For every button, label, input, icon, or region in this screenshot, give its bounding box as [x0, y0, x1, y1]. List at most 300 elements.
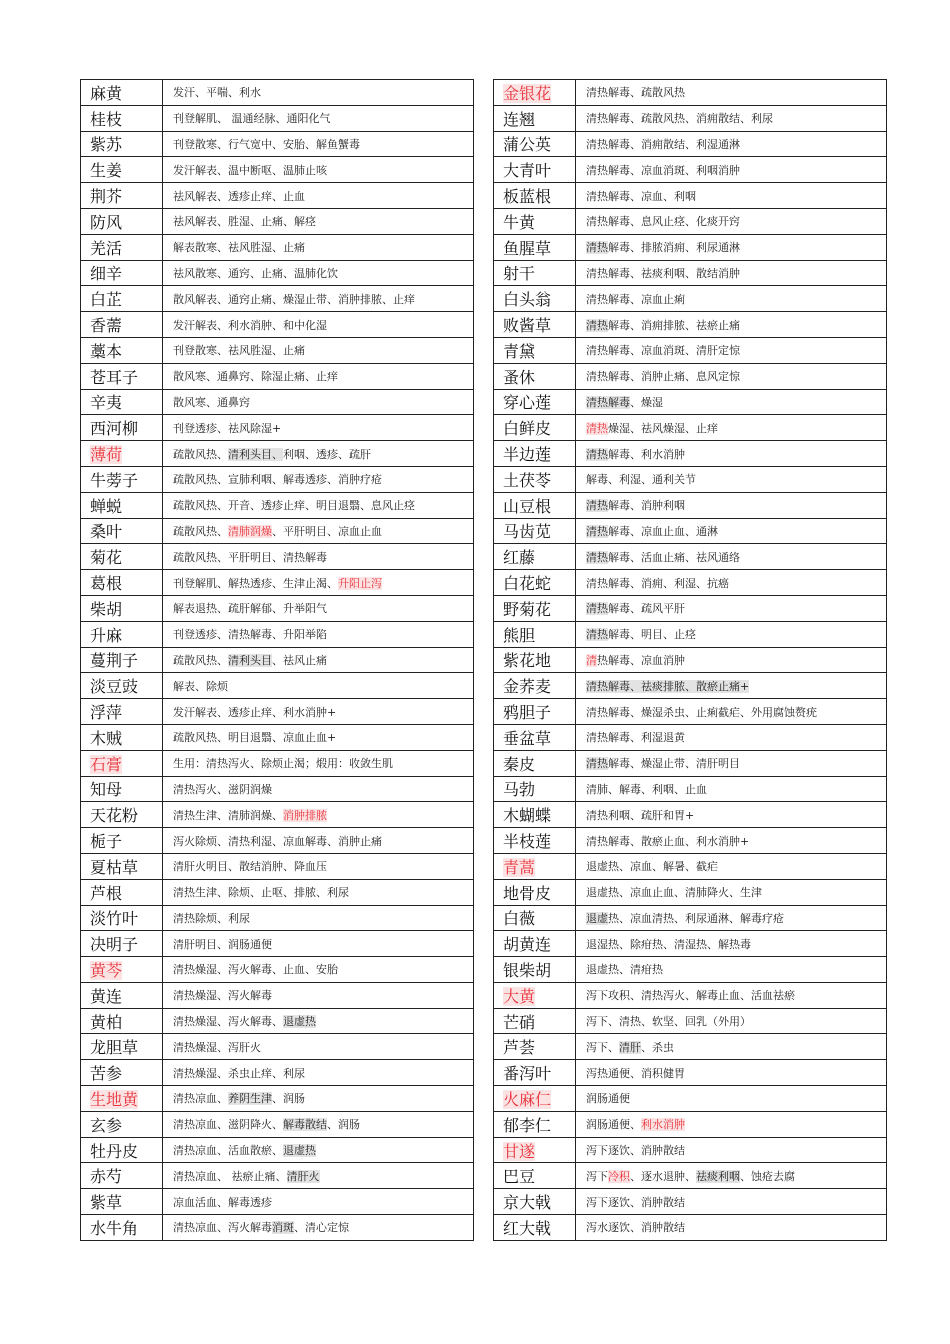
herb-name: 连翘 [503, 109, 536, 129]
highlighted-text: 退虚 [586, 911, 608, 925]
highlighted-text: 清热 [586, 318, 608, 332]
herb-row [494, 363, 887, 389]
herb-name-cell [81, 208, 163, 234]
herb-name: 白薇 [503, 909, 536, 929]
function-text: 清热燥湿、杀虫止痒、利尿 [173, 1066, 305, 1080]
function-text: 疏散风热、 [173, 447, 228, 461]
herb-name: 半枝莲 [503, 832, 552, 851]
function-text: 润肠通便、 [586, 1118, 641, 1132]
herb-row [494, 492, 887, 518]
function-text: 、杀虫 [641, 1040, 674, 1054]
herb-name: 紫花地 [503, 651, 552, 671]
herb-function-cell [163, 957, 474, 983]
herb-row [81, 802, 474, 828]
herb-row [494, 673, 887, 699]
herb-name-cell [81, 415, 163, 441]
herb-name-cell [494, 208, 576, 234]
herb-name: 白头翁 [503, 290, 552, 310]
herb-name-cell [81, 1111, 163, 1137]
function-text: 解毒、明目、止痉 [608, 628, 696, 642]
herb-row [81, 905, 474, 931]
herb-name: 牛黄 [503, 212, 536, 232]
function-text: 刊登透疹、祛风除湿+ [173, 421, 282, 435]
herb-row [494, 905, 887, 931]
herb-name: 牛蒡子 [90, 470, 139, 490]
herb-name: 黄连 [90, 986, 123, 1006]
herb-name-cell [81, 337, 163, 363]
function-text: 发汗解表、利水消肿、和中化湿 [173, 318, 327, 332]
highlighted-text: 清肝 [619, 1040, 641, 1054]
herb-name-cell [494, 1137, 576, 1163]
highlighted-text: 消肿排脓 [283, 808, 327, 822]
herb-name-cell [81, 492, 163, 518]
highlighted-text: 消斑 [272, 1221, 294, 1235]
highlighted-text: 养阴生津 [228, 1092, 272, 1106]
herb-name-cell [81, 157, 163, 183]
herb-row [81, 621, 474, 647]
function-text: 、清心定惊 [294, 1221, 349, 1235]
herb-name-cell [494, 286, 576, 312]
herb-row [494, 441, 887, 467]
highlighted-text: 清热 [586, 499, 608, 513]
highlighted-text: 清热 [586, 241, 608, 255]
herb-name: 水牛角 [90, 1218, 139, 1238]
herb-name-cell [81, 931, 163, 957]
herb-function-cell [576, 1163, 887, 1189]
herb-name: 羌活 [90, 238, 123, 258]
herb-row [494, 80, 887, 106]
herb-row [81, 750, 474, 776]
highlighted-text: 退虚热 [283, 1144, 316, 1158]
function-text: 刊登解肌、 温通经脉、通阳化气 [173, 112, 331, 126]
herb-name-cell [494, 879, 576, 905]
herb-name-cell [494, 647, 576, 673]
function-text: 解毒、消肿利咽 [608, 499, 685, 513]
herb-name-cell [494, 441, 576, 467]
highlighted-text: 清利头目 [228, 653, 272, 667]
function-text: 清热燥湿、泻火解毒 [173, 989, 272, 1003]
herb-name: 石膏 [90, 754, 123, 774]
herb-row [81, 1086, 474, 1112]
herb-function-cell [163, 776, 474, 802]
herb-function-cell [576, 389, 887, 415]
herb-row [81, 337, 474, 363]
herb-name: 败酱草 [503, 316, 552, 336]
function-text: 清热泻火、滋阴润燥 [173, 782, 272, 796]
herb-row [81, 518, 474, 544]
herb-row [494, 286, 887, 312]
herb-row [494, 1137, 887, 1163]
herb-row [81, 1189, 474, 1215]
herb-name: 番泻叶 [503, 1064, 552, 1084]
herb-name-cell [81, 1137, 163, 1163]
herb-name-cell [81, 879, 163, 905]
herb-name: 薄荷 [90, 445, 123, 465]
herb-name: 天花粉 [90, 806, 139, 826]
herb-name-cell [81, 518, 163, 544]
function-text: 刊登解肌、解热透疹、生津止渴、 [173, 576, 338, 590]
herb-row [81, 466, 474, 492]
herb-name: 芒硝 [503, 1012, 536, 1032]
function-text: 清热解毒、消痈散结、利湿通淋 [586, 137, 740, 151]
herb-name-cell [494, 750, 576, 776]
herb-name-cell [81, 1163, 163, 1189]
herb-name-cell [494, 183, 576, 209]
herb-function-cell [576, 724, 887, 750]
herb-name-cell [494, 157, 576, 183]
herb-row [494, 131, 887, 157]
herb-function-cell [576, 131, 887, 157]
function-text: 清肺、解毒、利咽、止血 [586, 782, 707, 796]
herb-row [494, 853, 887, 879]
highlighted-text: 解毒散结 [283, 1118, 327, 1132]
herb-name: 防风 [90, 212, 123, 232]
function-text: 解毒、活血止痛、祛风通络 [608, 550, 740, 564]
herb-function-cell [576, 441, 887, 467]
herb-name: 穿心莲 [503, 393, 552, 413]
function-text: 、燥湿 [630, 395, 663, 409]
function-text: 清热燥湿、泻火解毒、 [173, 1015, 283, 1029]
herb-row [81, 131, 474, 157]
function-text: 泻火除烦、清热利湿、凉血解毒、消肿止痛 [173, 834, 382, 848]
herb-row [81, 647, 474, 673]
function-text: 燥湿、祛风燥湿、止痒 [608, 421, 718, 435]
herb-name: 青蒿 [503, 857, 536, 877]
herb-name-cell [494, 312, 576, 338]
herb-name: 淡竹叶 [90, 909, 139, 929]
function-text: 疏散风热、宣肺利咽、解毒透疹、消肿疗疮 [173, 473, 382, 487]
herb-name-cell [494, 905, 576, 931]
herb-function-cell [163, 982, 474, 1008]
herb-name-cell [81, 260, 163, 286]
herb-function-cell [576, 1215, 887, 1241]
herb-function-cell [576, 621, 887, 647]
herb-name: 桂枝 [90, 109, 123, 129]
herb-name-cell [81, 1008, 163, 1034]
herb-name-cell [494, 260, 576, 286]
herb-function-cell [163, 724, 474, 750]
herb-function-cell [163, 931, 474, 957]
herb-function-cell [163, 466, 474, 492]
function-text: 疏散风热、开音、透疹止痒、明目退翳、息风止痉 [173, 499, 415, 513]
herb-function-cell [576, 879, 887, 905]
herb-name-cell [494, 131, 576, 157]
herb-row [494, 1060, 887, 1086]
herb-name-cell [494, 776, 576, 802]
herb-name-cell [494, 234, 576, 260]
herb-function-cell [576, 234, 887, 260]
herb-name: 土茯苓 [503, 470, 552, 490]
herb-name: 鱼腥草 [503, 238, 552, 258]
herb-function-cell [576, 1137, 887, 1163]
function-text: 清热解毒、疏散风热、消痈散结、利尿 [586, 112, 773, 126]
herb-function-cell [163, 621, 474, 647]
herb-row [494, 1189, 887, 1215]
herb-row [81, 1060, 474, 1086]
herb-function-cell [163, 673, 474, 699]
herb-row [81, 853, 474, 879]
herb-function-cell [576, 570, 887, 596]
function-text: 、润肠 [272, 1092, 305, 1106]
function-text: 凉血活血、解毒透疹 [173, 1195, 272, 1209]
function-text: 利咽、透疹、疏肝 [283, 447, 371, 461]
herb-name: 垂盆草 [503, 728, 552, 748]
herb-name-cell [494, 957, 576, 983]
herb-row [81, 982, 474, 1008]
function-text: 清热利咽、疏肝和胃+ [586, 808, 695, 822]
herb-name: 西河柳 [90, 419, 139, 439]
herb-name: 蝉蜕 [90, 496, 123, 516]
herb-name-cell [81, 1086, 163, 1112]
herb-name-cell [494, 1060, 576, 1086]
herb-function-cell [163, 595, 474, 621]
herb-row [81, 1215, 474, 1241]
herb-name: 藁本 [90, 341, 123, 361]
herb-name: 金银花 [503, 83, 552, 103]
herb-row [494, 1111, 887, 1137]
highlighted-text: 清热解毒、祛痰排脓、散瘀止痛+ [586, 679, 750, 693]
herb-row [81, 389, 474, 415]
herb-name-cell [81, 828, 163, 854]
herb-function-cell [576, 931, 887, 957]
function-text: 刊登散寒、行气宽中、安胎、解鱼蟹毒 [173, 137, 360, 151]
herb-function-cell [163, 853, 474, 879]
function-text: 刊登透疹、清热解毒、升阳举陷 [173, 628, 327, 642]
herb-function-cell [163, 286, 474, 312]
herb-name: 白鲜皮 [503, 419, 552, 439]
herb-name: 生姜 [90, 161, 123, 181]
herb-row [494, 750, 887, 776]
herb-name-cell [494, 363, 576, 389]
herb-name: 黄柏 [90, 1012, 123, 1032]
herb-name-cell [81, 595, 163, 621]
herb-name-cell [81, 131, 163, 157]
function-text: 清热解毒、燥湿杀虫、止痢截疟、外用腐蚀赘疣 [586, 705, 817, 719]
highlighted-text: 升阳止泻 [338, 576, 382, 590]
herb-row [494, 1034, 887, 1060]
herb-function-cell [576, 1086, 887, 1112]
herb-name: 火麻仁 [503, 1089, 552, 1109]
herb-function-cell [576, 208, 887, 234]
function-text: 祛风散寒、通窍、止痛、温肺化饮 [173, 266, 338, 280]
herb-row [81, 105, 474, 131]
herb-name: 决明子 [90, 935, 139, 955]
herb-row [494, 518, 887, 544]
herb-function-cell [163, 1086, 474, 1112]
function-text: 泻下逐饮、消肿散结 [586, 1144, 685, 1158]
function-text: 退湿热、除疳热、清湿热、解热毒 [586, 937, 751, 951]
function-text: 清肝明目、润肠通便 [173, 937, 272, 951]
herb-row [494, 415, 887, 441]
function-text: 解毒、疏风平肝 [608, 602, 685, 616]
highlighted-text: 清热 [586, 757, 608, 771]
function-text: 清热燥湿、泻肝火 [173, 1040, 261, 1054]
herb-name-cell [81, 957, 163, 983]
herb-function-cell [163, 131, 474, 157]
herb-function-cell [576, 1111, 887, 1137]
herb-name: 细辛 [90, 264, 123, 284]
herb-function-cell [576, 466, 887, 492]
herb-name: 青黛 [503, 341, 536, 361]
herb-name-cell [81, 802, 163, 828]
herb-row [494, 544, 887, 570]
function-text: 发汗、平喘、利水 [173, 86, 261, 100]
function-text: 刊登散寒、祛风胜湿、止痛 [173, 344, 305, 358]
function-text: 散风寒、通鼻窍 [173, 395, 250, 409]
highlighted-text: 退虚热 [283, 1015, 316, 1029]
herb-row [81, 260, 474, 286]
herb-name-cell [494, 389, 576, 415]
herb-name-cell [494, 492, 576, 518]
function-text: 清热凉血、 祛瘀止痛、 [173, 1169, 287, 1183]
herb-name-cell [81, 389, 163, 415]
function-text: 解毒、燥湿止带、清肝明目 [608, 757, 740, 771]
function-text: 清肝火明目、散结消肿、降血压 [173, 860, 327, 874]
herb-function-cell [163, 183, 474, 209]
function-text: 清热解毒、祛痰利咽、散结消肿 [586, 266, 740, 280]
herb-name-cell [494, 1111, 576, 1137]
herb-row [494, 570, 887, 596]
herb-name: 地骨皮 [503, 883, 552, 903]
herb-function-cell [163, 802, 474, 828]
function-text: 解毒、排脓消痈、利尿通淋 [608, 241, 740, 255]
function-text: 清热解毒、消痈、利湿、抗癌 [586, 576, 729, 590]
herb-function-cell [576, 415, 887, 441]
herb-name: 苦参 [90, 1064, 123, 1084]
herb-name: 半边莲 [503, 445, 552, 465]
herb-function-cell [163, 699, 474, 725]
herb-name-cell [494, 1163, 576, 1189]
herb-name: 木贼 [90, 728, 123, 748]
herb-row [494, 183, 887, 209]
herb-row [81, 208, 474, 234]
herb-row [494, 1008, 887, 1034]
herb-function-cell [576, 595, 887, 621]
herb-function-cell [163, 363, 474, 389]
function-text: 清热生津、清肺润燥、 [173, 808, 283, 822]
herb-row [494, 389, 887, 415]
function-text: 热、凉血清热、利尿通淋、解毒疗疮 [608, 911, 784, 925]
function-text: 清热解毒、凉血消斑、清肝定惊 [586, 344, 740, 358]
highlighted-text: 祛痰利咽 [696, 1169, 740, 1183]
herb-function-cell [163, 105, 474, 131]
herb-name-cell [81, 905, 163, 931]
function-text: 清热解毒、疏散风热 [586, 86, 685, 100]
herb-function-cell [576, 260, 887, 286]
herb-function-cell [163, 1163, 474, 1189]
herb-name: 葛根 [90, 574, 123, 594]
herb-function-cell [163, 208, 474, 234]
herb-function-cell [163, 879, 474, 905]
function-text: 退虚热、凉血、解暑、截疟 [586, 860, 718, 874]
herb-function-cell [163, 1111, 474, 1137]
herb-name-cell [494, 802, 576, 828]
herb-row [81, 544, 474, 570]
herb-row [81, 183, 474, 209]
herb-name: 麻黄 [90, 83, 123, 103]
highlighted-text: 清热 [586, 447, 608, 461]
herb-row [494, 982, 887, 1008]
herb-function-cell [576, 80, 887, 106]
herb-name: 苍耳子 [90, 367, 139, 387]
herb-row [81, 570, 474, 596]
herb-function-cell [576, 1008, 887, 1034]
herb-name: 大青叶 [503, 161, 552, 181]
herb-name-cell [81, 724, 163, 750]
herb-name-cell [81, 776, 163, 802]
herb-name: 巴豆 [503, 1167, 536, 1187]
herb-row [494, 802, 887, 828]
herb-row [494, 105, 887, 131]
herb-name: 银柴胡 [503, 960, 552, 980]
herb-function-cell [163, 1060, 474, 1086]
function-text: 、逐水退肿、 [630, 1169, 696, 1183]
highlighted-text: 清热 [586, 628, 608, 642]
herb-name-cell [494, 337, 576, 363]
herb-name: 山豆根 [503, 496, 552, 516]
herb-function-cell [163, 1034, 474, 1060]
function-text: 祛风解表、透疹止痒、止血 [173, 189, 305, 203]
function-text: 清热解毒、消肿止痛、息风定惊 [586, 370, 740, 384]
herb-function-cell [576, 853, 887, 879]
herb-function-cell [163, 647, 474, 673]
herb-row [494, 337, 887, 363]
herb-row [81, 441, 474, 467]
function-text: 散风解表、通窍止痛、燥湿止带、消肿排脓、止痒 [173, 292, 415, 306]
herb-function-cell [576, 312, 887, 338]
herb-name: 白芷 [90, 290, 123, 310]
herb-name-cell [494, 1034, 576, 1060]
herb-name: 木蝴蝶 [503, 806, 552, 826]
herb-name: 升麻 [90, 625, 123, 645]
herb-row [494, 621, 887, 647]
function-text: 热解毒、凉血消肿 [597, 653, 685, 667]
herb-name: 紫草 [90, 1193, 123, 1213]
herb-function-cell [576, 157, 887, 183]
highlighted-text: 清利头目、 [228, 447, 283, 461]
herb-name-cell [81, 699, 163, 725]
herb-function-cell [163, 337, 474, 363]
function-text: 发汗解表、透疹止痒、利水消肿+ [173, 705, 337, 719]
function-text: 清热解毒、凉血消斑、利咽消肿 [586, 163, 740, 177]
herb-function-cell [163, 1137, 474, 1163]
herb-function-cell [576, 776, 887, 802]
herb-row [81, 931, 474, 957]
herb-function-cell [163, 1008, 474, 1034]
herb-function-cell [576, 647, 887, 673]
herb-name: 红藤 [503, 548, 536, 568]
herb-name: 秦皮 [503, 754, 536, 774]
herb-name-cell [494, 853, 576, 879]
function-text: 解表散寒、祛风胜湿、止痛 [173, 241, 305, 255]
function-text: 生用：清热泻火、除烦止渴；煅用：收敛生肌 [173, 757, 393, 771]
herb-name-cell [494, 415, 576, 441]
herb-row [494, 208, 887, 234]
herb-function-cell [576, 363, 887, 389]
highlighted-text: 清热 [586, 550, 608, 564]
herb-function-cell [163, 1189, 474, 1215]
herb-name-cell [494, 80, 576, 106]
herb-name-cell [81, 1189, 163, 1215]
herb-row [81, 1111, 474, 1137]
herb-function-cell [163, 80, 474, 106]
herb-row [81, 1034, 474, 1060]
herb-name: 胡黄连 [503, 935, 552, 955]
herb-function-cell [576, 828, 887, 854]
function-text: 解毒、消痈排脓、祛瘀止痛 [608, 318, 740, 332]
function-text: 泻下 [586, 1169, 608, 1183]
function-text: 退虚热、凉血止血、清肺降火、生津 [586, 886, 762, 900]
